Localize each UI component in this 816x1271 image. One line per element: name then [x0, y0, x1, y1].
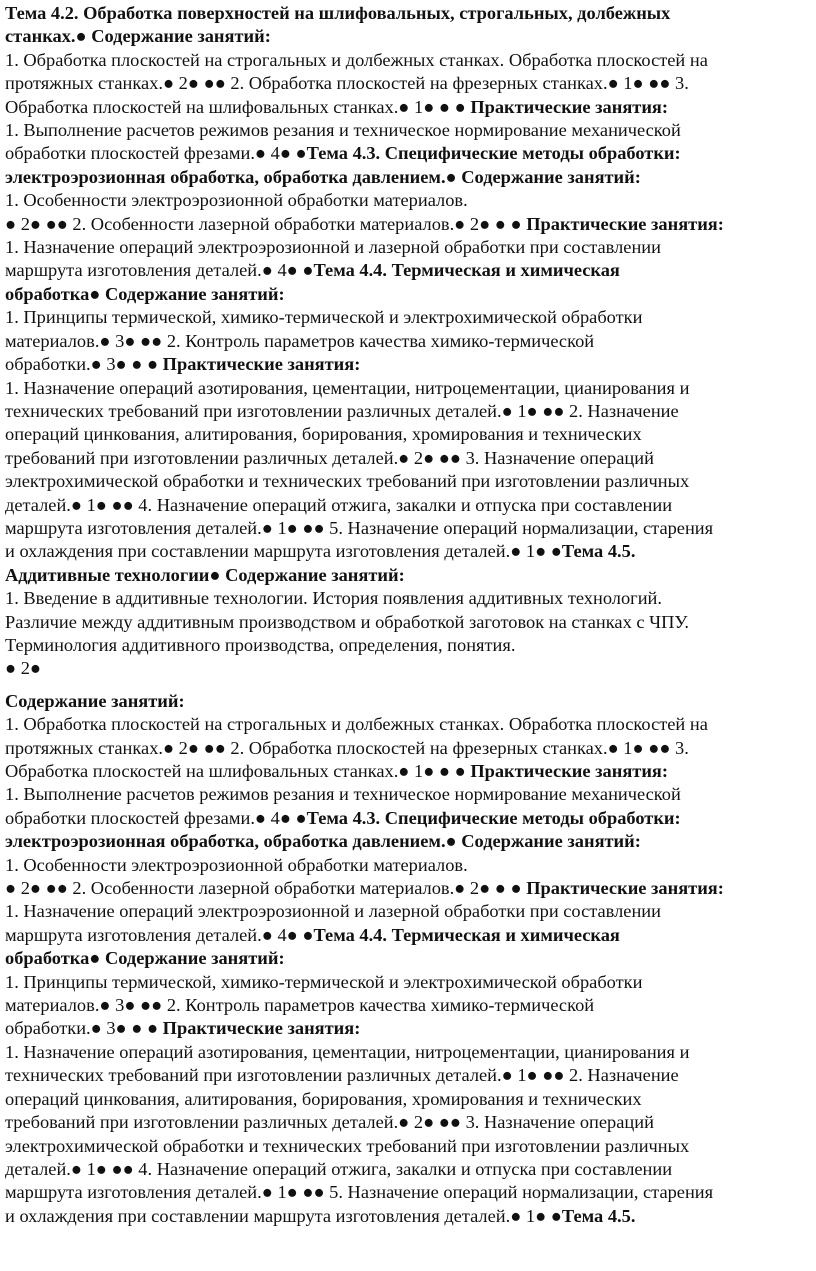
text-line	[5, 259, 812, 282]
text-line	[5, 634, 812, 657]
text-run: 1. Принципы термической, химико-термической и электрохимической обработки	[5, 307, 643, 328]
text-run: требований при изготовлении различных деталей.● 2● ●● 3. Назначение операций	[5, 1112, 654, 1133]
text-line	[5, 49, 812, 72]
text-line	[5, 400, 812, 423]
blank-line	[5, 681, 812, 690]
text-line	[5, 1111, 812, 1134]
text-line	[5, 142, 812, 165]
text-line	[5, 854, 812, 877]
text-run: 1. Выполнение расчетов режимов резания и техническое нормирование механической	[5, 784, 681, 805]
bold-text-run: станках.● Содержание занятий:	[5, 26, 271, 47]
text-line	[5, 1205, 812, 1228]
text-run: 1. Особенности электроэрозионной обработки материалов.	[5, 190, 468, 211]
text-line	[5, 517, 812, 540]
text-line	[5, 306, 812, 329]
text-line	[5, 189, 812, 212]
text-line	[5, 2, 812, 25]
bold-text-run: обработка● Содержание занятий:	[5, 948, 285, 969]
text-run: 1. Обработка плоскостей на строгальных и долбежных станках. Обработка плоскостей на	[5, 49, 708, 70]
bold-text-run: Тема 4.5.	[561, 1205, 636, 1226]
text-line	[5, 213, 812, 236]
bold-text-run: Тема 4.3. Специфические методы обработки:	[306, 807, 681, 828]
bold-text-run: электроэрозионная обработка, обработка давлением.● Содержание занятий:	[5, 166, 641, 187]
text-run: ● 2● ●● 2. Особенности лазерной обработки материалов.● 2● ● ●	[5, 878, 527, 899]
text-run: протяжных станках.● 2● ●● 2. Обработка плоскостей на фрезерных станках.● 1● ●● 3.	[5, 73, 689, 94]
text-run: материалов.● 3● ●● 2. Контроль параметров качества химико-термической	[5, 330, 595, 351]
text-line	[5, 494, 812, 517]
bold-text-run: Практические занятия:	[470, 96, 668, 117]
text-run: ● 2●	[5, 658, 42, 679]
text-line	[5, 330, 812, 353]
text-line	[5, 236, 812, 259]
text-run: технических требований при изготовлении различных деталей.● 1● ●● 2. Назначение	[5, 1065, 679, 1086]
text-line	[5, 1088, 812, 1111]
bold-text-run: Тема 4.4. Термическая и химическая	[313, 924, 620, 945]
text-run: обработки плоскостей фрезами.● 4● ●	[5, 143, 307, 164]
bold-text-run: Практические занятия:	[526, 213, 724, 234]
text-run: 1. Назначение операций электроэрозионной и лазерной обработки при составлении	[5, 237, 661, 258]
bold-text-run: Аддитивные технологии● Содержание занятий:	[5, 564, 405, 585]
text-run: 1. Введение в аддитивные технологии. История появления аддитивных технологий.	[5, 588, 662, 609]
text-line	[5, 1064, 812, 1087]
text-line	[5, 166, 812, 189]
text-line	[5, 737, 812, 760]
text-line	[5, 377, 812, 400]
text-run: маршрута изготовления деталей.● 1● ●● 5. Назначение операций нормализации, старения	[5, 517, 714, 538]
bold-text-run: Практические занятия:	[526, 878, 724, 899]
text-run: Различие между аддитивным производством и обработкой заготовок на станках с ЧПУ.	[5, 611, 689, 632]
text-line	[5, 1135, 812, 1158]
text-line	[5, 924, 812, 947]
text-line	[5, 470, 812, 493]
text-line	[5, 25, 812, 48]
text-run: и охлаждения при составлении маршрута изготовления деталей.● 1● ●	[5, 1205, 562, 1226]
text-line	[5, 72, 812, 95]
text-line	[5, 423, 812, 446]
text-run: 1. Назначение операций азотирования, цементации, нитроцементации, цианирования и	[5, 1041, 690, 1062]
text-line	[5, 690, 812, 713]
text-run: 1. Особенности электроэрозионной обработки материалов.	[5, 854, 468, 875]
text-line	[5, 1017, 812, 1040]
text-run: 1. Назначение операций азотирования, цементации, нитроцементации, цианирования и	[5, 377, 690, 398]
text-run: и охлаждения при составлении маршрута изготовления деталей.● 1● ●	[5, 541, 562, 562]
text-line	[5, 713, 812, 736]
text-line	[5, 353, 812, 376]
text-line	[5, 971, 812, 994]
text-run: маршрута изготовления деталей.● 4● ●	[5, 260, 314, 281]
bold-text-run: Практические занятия:	[162, 354, 361, 375]
bold-text-run: Практические занятия:	[470, 761, 668, 781]
text-run: обработки.● 3● ● ●	[5, 354, 163, 375]
text-run: протяжных станках.● 2● ●● 2. Обработка плоскостей на фрезерных станках.● 1● ●● 3.	[5, 737, 689, 758]
text-run: обработки.● 3● ● ●	[5, 1018, 163, 1039]
text-run: 1. Обработка плоскостей на строгальных и долбежных станках. Обработка плоскостей на	[5, 714, 708, 735]
text-line	[5, 994, 812, 1017]
text-run: маршрута изготовления деталей.● 1● ●● 5. Назначение операций нормализации, старения	[5, 1182, 714, 1203]
bold-text-run: Тема 4.5.	[561, 541, 636, 562]
text-line	[5, 877, 812, 900]
text-line	[5, 587, 812, 610]
text-line	[5, 760, 812, 783]
text-run: операций цинкования, алитирования, борирования, хромирования и технических	[5, 1088, 642, 1109]
text-line	[5, 96, 812, 119]
bold-text-run: Содержание занятий:	[5, 690, 185, 711]
text-line	[5, 783, 812, 806]
bold-text-run: электроэрозионная обработка, обработка давлением.● Содержание занятий:	[5, 831, 641, 852]
text-run: технических требований при изготовлении различных деталей.● 1● ●● 2. Назначение	[5, 400, 679, 421]
text-line	[5, 611, 812, 634]
text-run: ● 2● ●● 2. Особенности лазерной обработки материалов.● 2● ● ●	[5, 213, 527, 234]
text-run: 1. Выполнение расчетов режимов резания и техническое нормирование механической	[5, 120, 681, 141]
text-line	[5, 119, 812, 142]
bold-text-run: Тема 4.3. Специфические методы обработки:	[306, 143, 681, 164]
text-run: деталей.● 1● ●● 4. Назначение операций отжига, закалки и отпуска при составлении	[5, 1158, 673, 1179]
bold-text-run: Тема 4.2. Обработка поверхностей на шлифовальных, строгальных, долбежных	[5, 3, 671, 23]
text-line	[5, 807, 812, 830]
text-run: деталей.● 1● ●● 4. Назначение операций отжига, закалки и отпуска при составлении	[5, 494, 673, 515]
text-run: требований при изготовлении различных деталей.● 2● ●● 3. Назначение операций	[5, 447, 654, 468]
text-run: маршрута изготовления деталей.● 4● ●	[5, 924, 314, 945]
text-line	[5, 1158, 812, 1181]
text-run: 1. Принципы термической, химико-термической и электрохимической обработки	[5, 971, 643, 992]
text-line	[5, 947, 812, 970]
text-run: 1. Назначение операций электроэрозионной и лазерной обработки при составлении	[5, 901, 661, 922]
text-line	[5, 657, 812, 680]
text-line	[5, 1041, 812, 1064]
text-run: Терминология аддитивного производства, определения, понятия.	[5, 634, 516, 655]
text-run: обработки плоскостей фрезами.● 4● ●	[5, 807, 307, 828]
text-line	[5, 447, 812, 470]
text-run: Обработка плоскостей на шлифовальных станках.● 1● ● ●	[5, 761, 471, 781]
text-run: операций цинкования, алитирования, борирования, хромирования и технических	[5, 424, 642, 445]
bold-text-run: Практические занятия:	[162, 1018, 361, 1039]
text-run: материалов.● 3● ●● 2. Контроль параметров качества химико-термической	[5, 995, 595, 1016]
text-line	[5, 540, 812, 563]
bold-text-run: Тема 4.4. Термическая и химическая	[313, 260, 620, 281]
text-line	[5, 1181, 812, 1204]
text-line	[5, 830, 812, 853]
text-run: Обработка плоскостей на шлифовальных станках.● 1● ● ●	[5, 96, 471, 117]
text-line	[5, 900, 812, 923]
text-line	[5, 283, 812, 306]
text-run: электрохимической обработки и технических требований при изготовлении различных	[5, 1135, 690, 1156]
text-run: электрохимической обработки и технических требований при изготовлении различных	[5, 471, 690, 492]
text-line	[5, 564, 812, 587]
bold-text-run: обработка● Содержание занятий:	[5, 283, 285, 304]
